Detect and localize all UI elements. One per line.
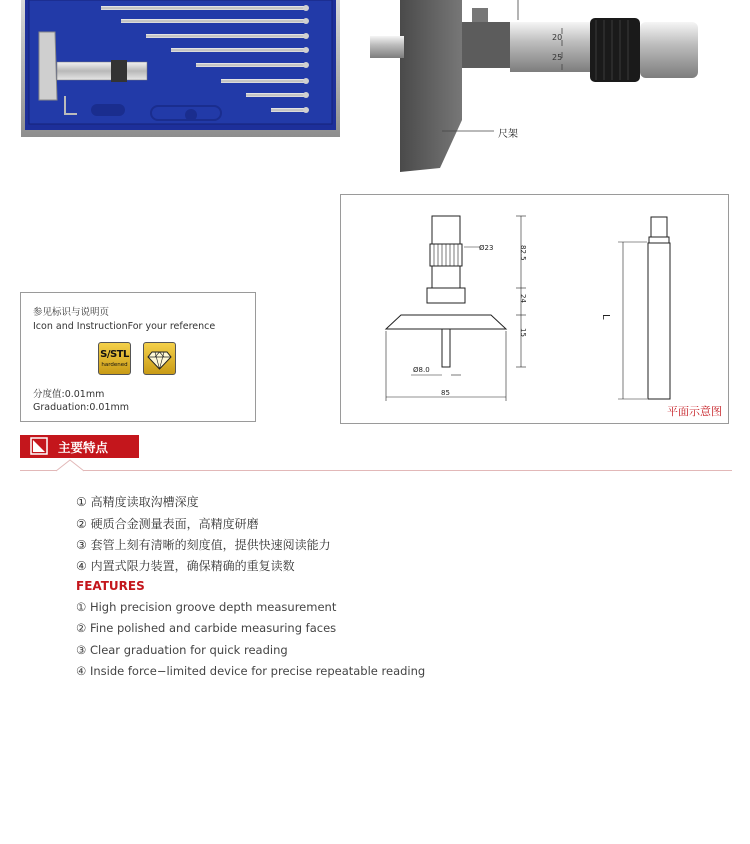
micrometer-photo: [362, 0, 750, 180]
drawing-caption: 平面示意图: [667, 405, 722, 418]
section-header: [20, 435, 139, 458]
feature-cn-4: ④ 内置式限力装置，确保精确的重复读数: [76, 559, 295, 573]
frame-label: 尺架: [498, 129, 518, 140]
graduation-en: Graduation:0.01mm: [33, 402, 130, 413]
dim-height-mid: 24: [519, 294, 527, 303]
divider-pointer-icon: [56, 459, 86, 472]
feature-en-4: ④ Inside force−limited device for precise repeatable reading: [76, 664, 426, 678]
feature-cn-1: ① 高精度读取沟槽深度: [76, 495, 199, 509]
feature-en-1: ① High precision groove depth measurement: [76, 600, 337, 614]
feature-cn-3: ③ 套管上刻有清晰的刻度值，提供快速阅读能力: [76, 538, 331, 552]
technical-drawing-box: [340, 194, 729, 424]
features-title: FEATURES: [76, 579, 145, 593]
reference-title-en: Icon and InstructionFor your reference: [33, 321, 216, 332]
dim-rod-dia: Ø8.0: [413, 366, 430, 374]
dim-height-top: 82.5: [519, 245, 527, 261]
dim-base-width: 85: [441, 389, 450, 397]
reference-box: [20, 292, 256, 422]
badge-main-label: S/STL: [100, 349, 129, 360]
hardened-steel-badge: [98, 342, 131, 375]
dim-height-low: 15: [519, 328, 527, 337]
feature-en-3: ③ Clear graduation for quick reading: [76, 643, 288, 657]
feature-en-2: ② Fine polished and carbide measuring faces: [76, 621, 337, 635]
svg-text:20: 20: [552, 33, 563, 42]
feature-cn-2: ② 硬质合金测量表面，高精度研磨: [76, 517, 259, 531]
section-flag-icon: [30, 437, 50, 455]
carbide-diamond-icon: [143, 342, 176, 375]
dim-thimble-dia: Ø23: [479, 244, 494, 252]
graduation-cn: 分度值:0.01mm: [33, 389, 105, 400]
dim-length: L: [600, 314, 611, 320]
section-title: 主要特点: [58, 440, 109, 455]
svg-text:25: 25: [552, 53, 563, 62]
technical-drawing: [341, 195, 728, 423]
badge-sub-label: hardened: [101, 362, 128, 368]
section-divider: [20, 470, 732, 471]
case-photo: [21, 0, 340, 137]
reference-title-cn: 参见标识与说明页: [33, 307, 110, 318]
